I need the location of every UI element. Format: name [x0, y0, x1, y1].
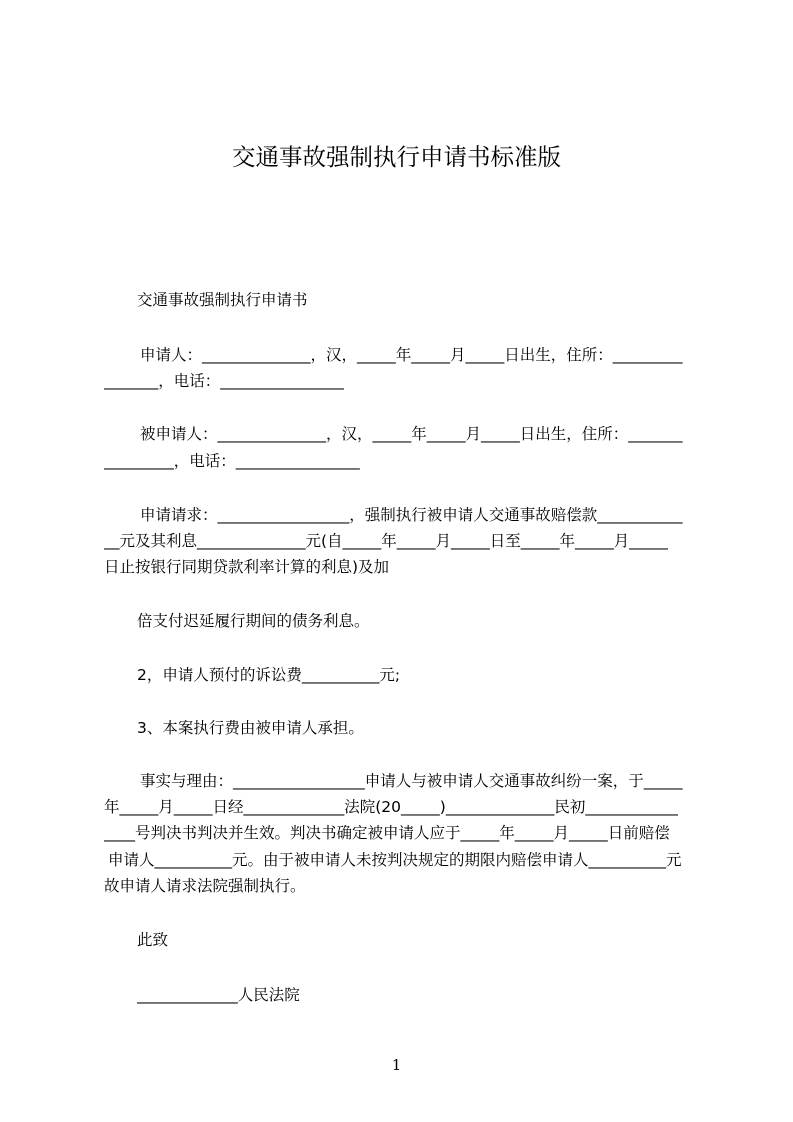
- request-item-3: 3、本案执行费由被申请人承担。: [137, 719, 364, 737]
- respondent-line-1: 被申请人：______________，汉，_____年_____月_____日出生，住所：_______: [140, 425, 683, 443]
- request-item-2: 2，申请人预付的诉讼费__________元;: [137, 666, 401, 684]
- applicant-line-2: _______，电话：________________: [104, 372, 345, 390]
- heading: 交通事故强制执行申请书: [137, 291, 308, 309]
- facts-line-5: 故申请人请求法院强制执行。: [104, 877, 306, 895]
- request-line-2: __元及其利息______________元(自_____年_____月_____日至_____年_____月_____: [104, 532, 669, 550]
- respondent-line-2: _________，电话：________________: [104, 452, 360, 470]
- facts-line-3: ____号判决书判决并生效。判决书确定被申请人应于_____年_____月_____日前赔偿: [104, 824, 670, 842]
- facts-line-2: 年_____月_____日经_____________法院(20_____)______________民初____________: [104, 798, 679, 816]
- court-name-line: _____________人民法院: [137, 986, 300, 1004]
- facts-line-1: 事实与理由：_________________申请人与被申请人交通事故纠纷一案，于_____: [140, 772, 683, 790]
- request-line-3: 日止按银行同期贷款利率计算的利息)及加: [104, 558, 390, 576]
- request-continuation: 倍支付迟延履行期间的债务利息。: [137, 612, 370, 630]
- page-number: 1: [391, 1056, 402, 1074]
- document-title: 交通事故强制执行申请书标准版: [232, 143, 561, 171]
- request-line-1: 申请请求：_________________，强制执行被申请人交通事故赔偿款___________: [140, 506, 683, 524]
- facts-line-4: 申请人__________元。由于被申请人未按判决规定的期限内赔偿申请人__________元: [108, 851, 682, 869]
- applicant-line-1: 申请人：______________，汉，_____年_____月_____日出生，住所：_________: [140, 346, 683, 364]
- closing-salutation: 此致: [137, 931, 169, 949]
